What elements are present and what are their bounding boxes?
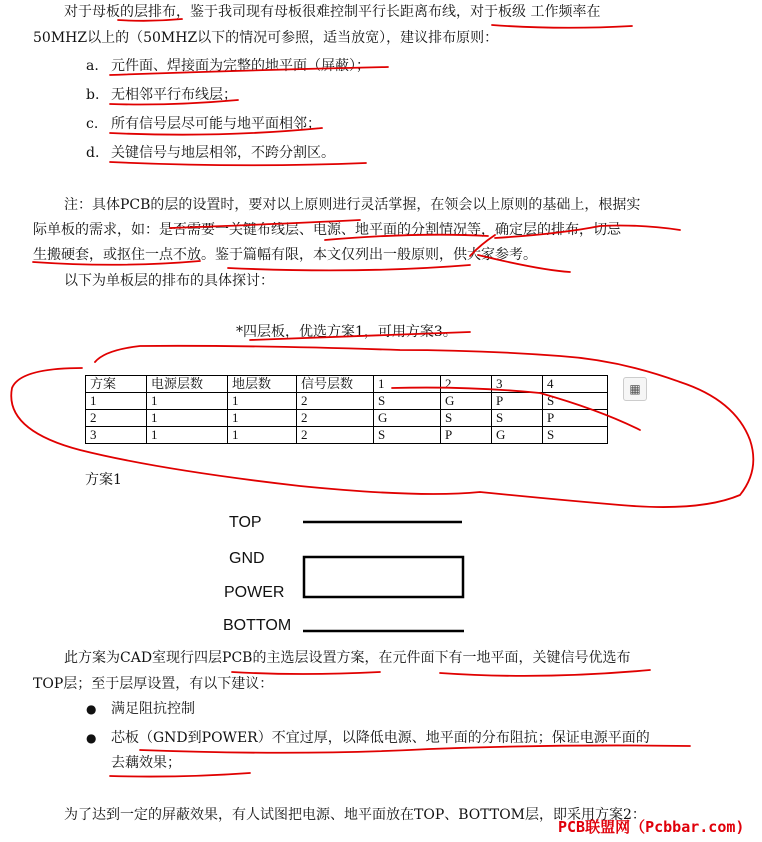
stackup-label-power: POWER — [224, 584, 285, 601]
table-cell: S — [543, 393, 608, 410]
principle-a-letter: a. — [86, 58, 99, 74]
table-cell: P — [543, 410, 608, 427]
bullet-dot-icon: ● — [86, 702, 97, 716]
table-header-cell: 方案 — [86, 376, 147, 393]
table-cell: 1 — [147, 393, 228, 410]
principle-c-text: 所有信号层尽可能与地平面相邻； — [111, 116, 321, 132]
table-header-cell: 2 — [441, 376, 492, 393]
table-cell: 1 — [228, 393, 297, 410]
table-cell: 1 — [86, 393, 147, 410]
ink-underline — [232, 672, 380, 674]
table-cell: P — [441, 427, 492, 444]
watermark: PCB联盟网（Pcbbar.com) — [558, 818, 745, 836]
table-cell: 2 — [297, 393, 374, 410]
stackup-label-top: TOP — [229, 514, 262, 531]
intro-line-1: 对于母板的层排布，鉴于我司现有母板很难控制平行长距离布线，对于板级 工作频率在 — [64, 4, 601, 20]
principle-c-letter: c. — [86, 116, 99, 132]
table-cell: S — [441, 410, 492, 427]
table-header-cell: 信号层数 — [297, 376, 374, 393]
note-line-1: 注：具体PCB的层的设置时，要对以上原则进行灵活掌握，在领会以上原则的基础上，根据实 — [64, 197, 641, 213]
ink-underline — [110, 162, 366, 165]
table-header-cell: 电源层数 — [147, 376, 228, 393]
layer-table — [85, 375, 608, 444]
copy-table-icon[interactable]: ▦ — [623, 377, 647, 401]
table-row — [86, 393, 608, 410]
stackup-label-gnd: GND — [229, 550, 265, 567]
table-cell: S — [543, 427, 608, 444]
bullet-1-text: 满足阻抗控制 — [111, 701, 195, 717]
principle-d-letter: d. — [86, 145, 100, 161]
table-cell: 1 — [228, 427, 297, 444]
table-cell: 2 — [86, 410, 147, 427]
table-header-cell: 1 — [374, 376, 441, 393]
body-line-1: 此方案为CAD室现行四层PCB的主选层设置方案，在元件面下有一地平面，关键信号优选布 — [64, 650, 631, 666]
ink-underline — [228, 265, 470, 270]
section-title: *四层板，优选方案1，可用方案3。 — [236, 324, 457, 340]
table-cell: S — [374, 393, 441, 410]
table-cell: G — [441, 393, 492, 410]
table-cell: S — [492, 410, 543, 427]
body-line-2: TOP层；至于层厚设置，有以下建议： — [33, 676, 274, 692]
table-cell: G — [374, 410, 441, 427]
table-header-cell: 3 — [492, 376, 543, 393]
intro-line-2: 50MHZ以上的（50MHZ以下的情况可参照，适当放宽），建议排布原则： — [33, 30, 499, 46]
table-cell: 1 — [147, 410, 228, 427]
note-line-3: 生搬硬套，或抠住一点不放。鉴于篇幅有限，本文仅列出一般原则，供大家参考。 — [33, 247, 537, 263]
table-header-cell: 4 — [543, 376, 608, 393]
table-cell: P — [492, 393, 543, 410]
bullet-dot-icon: ● — [86, 731, 97, 745]
ink-underline — [492, 25, 632, 28]
principle-d-text: 关键信号与地层相邻，不跨分割区。 — [111, 145, 335, 161]
gnd-power-core-box — [304, 557, 463, 597]
bullet-2-text: 芯板（GND到POWER）不宜过厚，以降低电源、地平面的分布阻抗；保证电源平面的 — [111, 730, 650, 746]
table-cell: 1 — [228, 410, 297, 427]
table-cell: 3 — [86, 427, 147, 444]
bullet-2-text-cont: 去藕效果； — [111, 755, 181, 771]
table-cell: 2 — [297, 427, 374, 444]
note-line-2: 际单板的需求，如：是否需要一关键布线层、电源、地平面的分割情况等，确定层的排布，切忌 — [33, 222, 621, 238]
table-cell: 2 — [297, 410, 374, 427]
table-header-cell: 地层数 — [228, 376, 297, 393]
table-row — [86, 427, 608, 444]
principle-a-text: 元件面、焊接面为完整的地平面（屏蔽）； — [111, 58, 370, 74]
table-cell: G — [492, 427, 543, 444]
principle-b-letter: b. — [86, 87, 100, 103]
ink-underline — [110, 773, 250, 777]
table-row — [86, 410, 608, 427]
table-cell: S — [374, 427, 441, 444]
scheme-label: 方案1 — [85, 472, 122, 488]
table-header-row — [86, 376, 608, 393]
stackup-label-bottom: BOTTOM — [223, 617, 292, 634]
last-line: 为了达到一定的屏蔽效果，有人试图把电源、地平面放在TOP、BOTTOM层，即采用方案2： — [64, 807, 646, 823]
note-line-4: 以下为单板层的排布的具体探讨： — [64, 273, 274, 289]
ink-underline — [440, 670, 650, 676]
principle-b-text: 无相邻平行布线层； — [111, 87, 237, 103]
table-cell: 1 — [147, 427, 228, 444]
